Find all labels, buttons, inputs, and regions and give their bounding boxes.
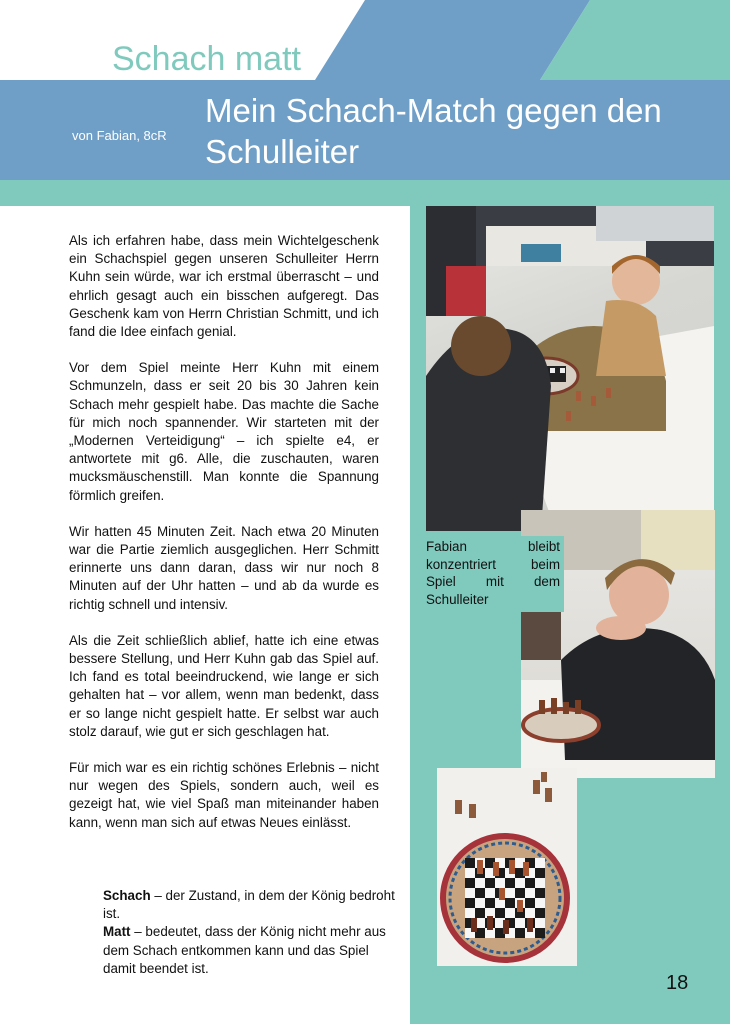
glossary-term: Matt	[103, 924, 131, 940]
photo-caption: Fabian bleibt konzentriert beim Spiel mit dem Schulleiter	[426, 536, 564, 612]
glossary-definition: – bedeutet, dass der König nicht mehr aus dem Schach entkommen kann und das Spiel damit beendet ist.	[103, 924, 386, 976]
glossary-entry	[103, 923, 401, 978]
author-byline: von Fabian, 8cR	[72, 128, 167, 143]
glossary-entry	[103, 887, 401, 923]
article-paragraph: Für mich war es ein richtig schönes Erlebnis – nicht nur wegen des Spiels, sondern auch, weil es gezeigt hat, wie viel Spaß man miteinander haben kann, wenn man sich auf etwas Neues einlässt.	[69, 760, 379, 830]
page-title: Mein Schach-Match gegen den Schulleiter	[205, 92, 662, 170]
photo-chessboard	[437, 768, 577, 966]
glossary-definition: – der Zustand, in dem der König bedroht ist.	[103, 888, 395, 922]
article-paragraph: Als die Zeit schließlich ablief, hatte ich eine etwas bessere Stellung, und Herr Kuhn gab das Spiel auf. Ich fand es total beeindruckend, wie lange er sich gehalten hat – vor allem, wenn man bedenkt, dass er so lange nicht gespielt hatte. Er selbst war auch stolz darauf, wie gut er sich geschlagen hat.	[69, 632, 379, 739]
page-number: 18	[666, 972, 689, 994]
glossary	[103, 887, 401, 978]
glossary-term: Schach	[103, 888, 151, 903]
header-teal-strip	[0, 180, 730, 206]
article-body	[69, 232, 379, 850]
article-paragraph: Vor dem Spiel meinte Herr Kuhn mit einem Schmunzeln, dass er seit 20 bis 30 Jahren kein Schach mehr gespielt habe. Das machte die Sache für mich noch spannender. Wir starteten mit der „Modernen Verteidigung“ – ich spielte e4, er antwortete mit g6. Alle, die zuschauten, waren mucksmäuschenstill. Man konnte die Spannung förmlich greifen.	[69, 360, 379, 503]
article-paragraph: Wir hatten 45 Minuten Zeit. Nach etwa 20 Minuten war die Partie ziemlich ausgeglichen. Herr Schmitt erinnerte uns dann daran, dass wir nur noch 8 Minuten auf der Uhr hatten – und ab da wurde es richtig schnell und intensiv.	[69, 523, 379, 612]
article-paragraph: Als ich erfahren habe, dass mein Wichtelgeschenk ein Schachspiel gegen unseren Schulleiter Herrn Kuhn sein würde, war ich erstmal überrascht – und ehrlich gesagt auch ein bisschen aufgeregt. Das Geschenk kam von Herrn Christian Schmitt, und ich fand die Idee einfach genial.	[69, 233, 379, 340]
section-kicker: Schach matt	[112, 40, 301, 78]
photo-match	[426, 206, 714, 531]
header-slant-shapes	[0, 0, 730, 80]
